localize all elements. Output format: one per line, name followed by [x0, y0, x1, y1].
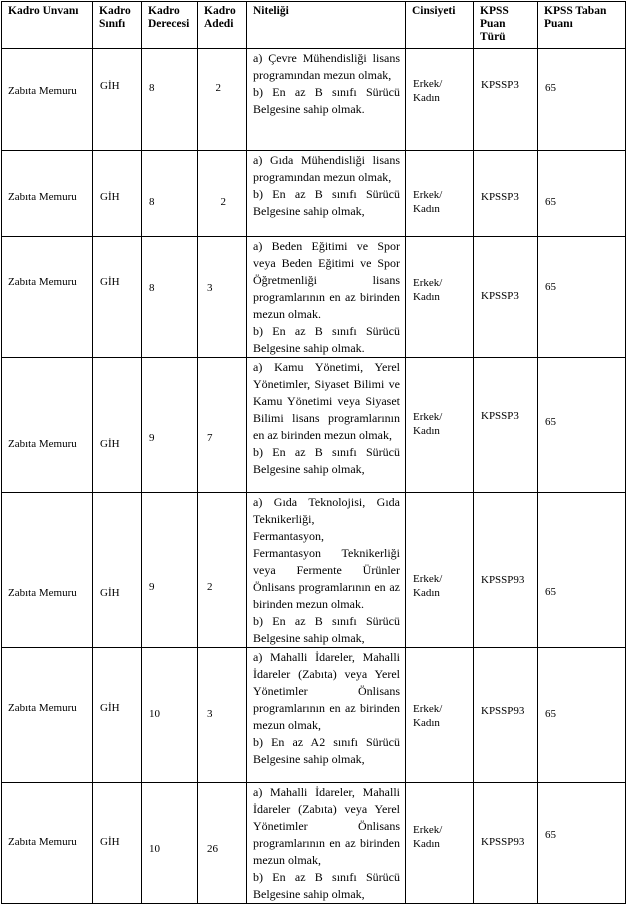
col-header-kadro-adedi: Kadro Adedi	[198, 2, 247, 49]
cell-cinsiyet: Erkek/ Kadın	[413, 703, 443, 729]
cell-niteligi: a) Gıda Teknolojisi, Gıda Teknikerliği, Fermantasyon, Fermantasyon Teknikerliği veya Fermente Ürünler Önlisans programlarının en az birinden mezun olmak. b) En az B sınıfı Sürücü Belgesine sahip olmak,	[253, 495, 400, 645]
cell-niteligi: a) Mahalli İdareler, Mahalli İdareler (Zabıta) veya Yerel Yönetimler Önlisans programlarının en az birinden mezun olmak, b) En az B sınıfı Sürücü Belgesine sahip olmak,	[253, 785, 400, 901]
cell-niteligi: a) Kamu Yönetimi, Yerel Yönetimler, Siyaset Bilimi ve Kamu Yönetimi veya Siyaset Bilimi lisans programlarının en az birinden mezun olmak, b) En az B sınıfı Sürücü Belgesine sahip olmak,	[253, 360, 400, 476]
cell-taban: 65	[545, 829, 556, 841]
cell-niteligi: a) Mahalli İdareler, Mahalli İdareler (Zabıta) veya Yerel Yönetimler Önlisans programlarının en az birinden mezun olmak, b) En az A2 sınıfı Sürücü Belgesine sahip olmak,	[253, 650, 400, 766]
cell-puan-turu: KPSSP3	[481, 290, 519, 302]
cell-unvan: Zabıta Memuru	[8, 438, 77, 450]
cell-puan-turu: KPSSP3	[481, 191, 519, 203]
cell-derece: 10	[149, 843, 160, 855]
cell-puan-turu: KPSSP93	[481, 836, 525, 848]
kadro-table	[1, 1, 626, 904]
cell-adet: 3	[207, 282, 213, 294]
cell-sinif: GİH	[100, 276, 120, 288]
cell-taban: 65	[545, 281, 556, 293]
cell-cinsiyet: Erkek/ Kadın	[413, 824, 443, 850]
cell-sinif: GİH	[100, 836, 120, 848]
cell-cinsiyet: Erkek/ Kadın	[413, 411, 443, 437]
table-row	[2, 648, 626, 783]
cell-cinsiyet: Erkek/ Kadın	[413, 189, 443, 215]
col-header-kpss-puan-turu: KPSS Puan Türü	[474, 2, 538, 49]
cell-adet: 2	[207, 581, 213, 593]
cell-niteligi: a) Gıda Mühendisliği lisans programından mezun olmak, b) En az B sınıfı Sürücü Belgesine sahip olmak,	[253, 153, 400, 218]
cell-cinsiyet: Erkek/ Kadın	[413, 78, 443, 104]
cell-puan-turu: KPSSP3	[481, 410, 519, 422]
cell-unvan: Zabıta Memuru	[8, 587, 77, 599]
cell-unvan: Zabıta Memuru	[8, 85, 77, 97]
cell-unvan: Zabıta Memuru	[8, 702, 77, 714]
cell-unvan: Zabıta Memuru	[8, 836, 77, 848]
col-header-cinsiyeti: Cinsiyeti	[406, 2, 474, 49]
cell-derece: 8	[149, 196, 155, 208]
cell-derece: 8	[149, 82, 155, 94]
cell-adet: 7	[207, 432, 213, 444]
cell-sinif: GİH	[100, 438, 120, 450]
table-row	[2, 783, 626, 904]
cell-unvan: Zabıta Memuru	[8, 191, 77, 203]
table-row	[2, 237, 626, 358]
cell-adet: 2	[220, 196, 226, 208]
col-header-kpss-taban-puani: KPSS Taban Puanı	[538, 2, 626, 49]
cell-unvan: Zabıta Memuru	[8, 276, 77, 288]
col-header-niteligi: Niteliği	[247, 2, 406, 49]
cell-puan-turu: KPSSP93	[481, 574, 525, 586]
cell-taban: 65	[545, 708, 556, 720]
table-row	[2, 493, 626, 648]
cell-sinif: GİH	[100, 191, 120, 203]
col-header-kadro-unvani: Kadro Unvanı	[2, 2, 93, 49]
cell-taban: 65	[545, 82, 556, 94]
cell-adet: 3	[207, 708, 213, 720]
cell-niteligi: a) Çevre Mühendisliği lisans programından mezun olmak, b) En az B sınıfı Sürücü Belgesine sahip olmak.	[253, 51, 400, 116]
table-row	[2, 49, 626, 151]
cell-derece: 10	[149, 708, 160, 720]
cell-derece: 9	[149, 432, 155, 444]
cell-derece: 9	[149, 581, 155, 593]
cell-cinsiyet: Erkek/ Kadın	[413, 573, 443, 599]
table-row	[2, 151, 626, 237]
cell-puan-turu: KPSSP3	[481, 79, 519, 91]
cell-sinif: GİH	[100, 80, 120, 92]
col-header-kadro-derecesi: Kadro Derecesi	[142, 2, 198, 49]
cell-sinif: GİH	[100, 702, 120, 714]
cell-puan-turu: KPSSP93	[481, 705, 525, 717]
cell-niteligi: a) Beden Eğitimi ve Spor veya Beden Eğitimi ve Spor Öğretmenliği lisans programlarının en az birinden mezun olmak. b) En az B sınıfı Sürücü Belgesine sahip olmak.	[253, 239, 400, 355]
cell-derece: 8	[149, 282, 155, 294]
col-header-kadro-sinifi: Kadro Sınıfı	[93, 2, 142, 49]
cell-taban: 65	[545, 416, 556, 428]
header-row	[2, 2, 626, 49]
cell-adet: 26	[207, 843, 218, 855]
cell-cinsiyet: Erkek/ Kadın	[413, 277, 443, 303]
table-row	[2, 358, 626, 493]
cell-adet: 2	[215, 82, 221, 94]
cell-taban: 65	[545, 586, 556, 598]
cell-sinif: GİH	[100, 587, 120, 599]
cell-taban: 65	[545, 196, 556, 208]
